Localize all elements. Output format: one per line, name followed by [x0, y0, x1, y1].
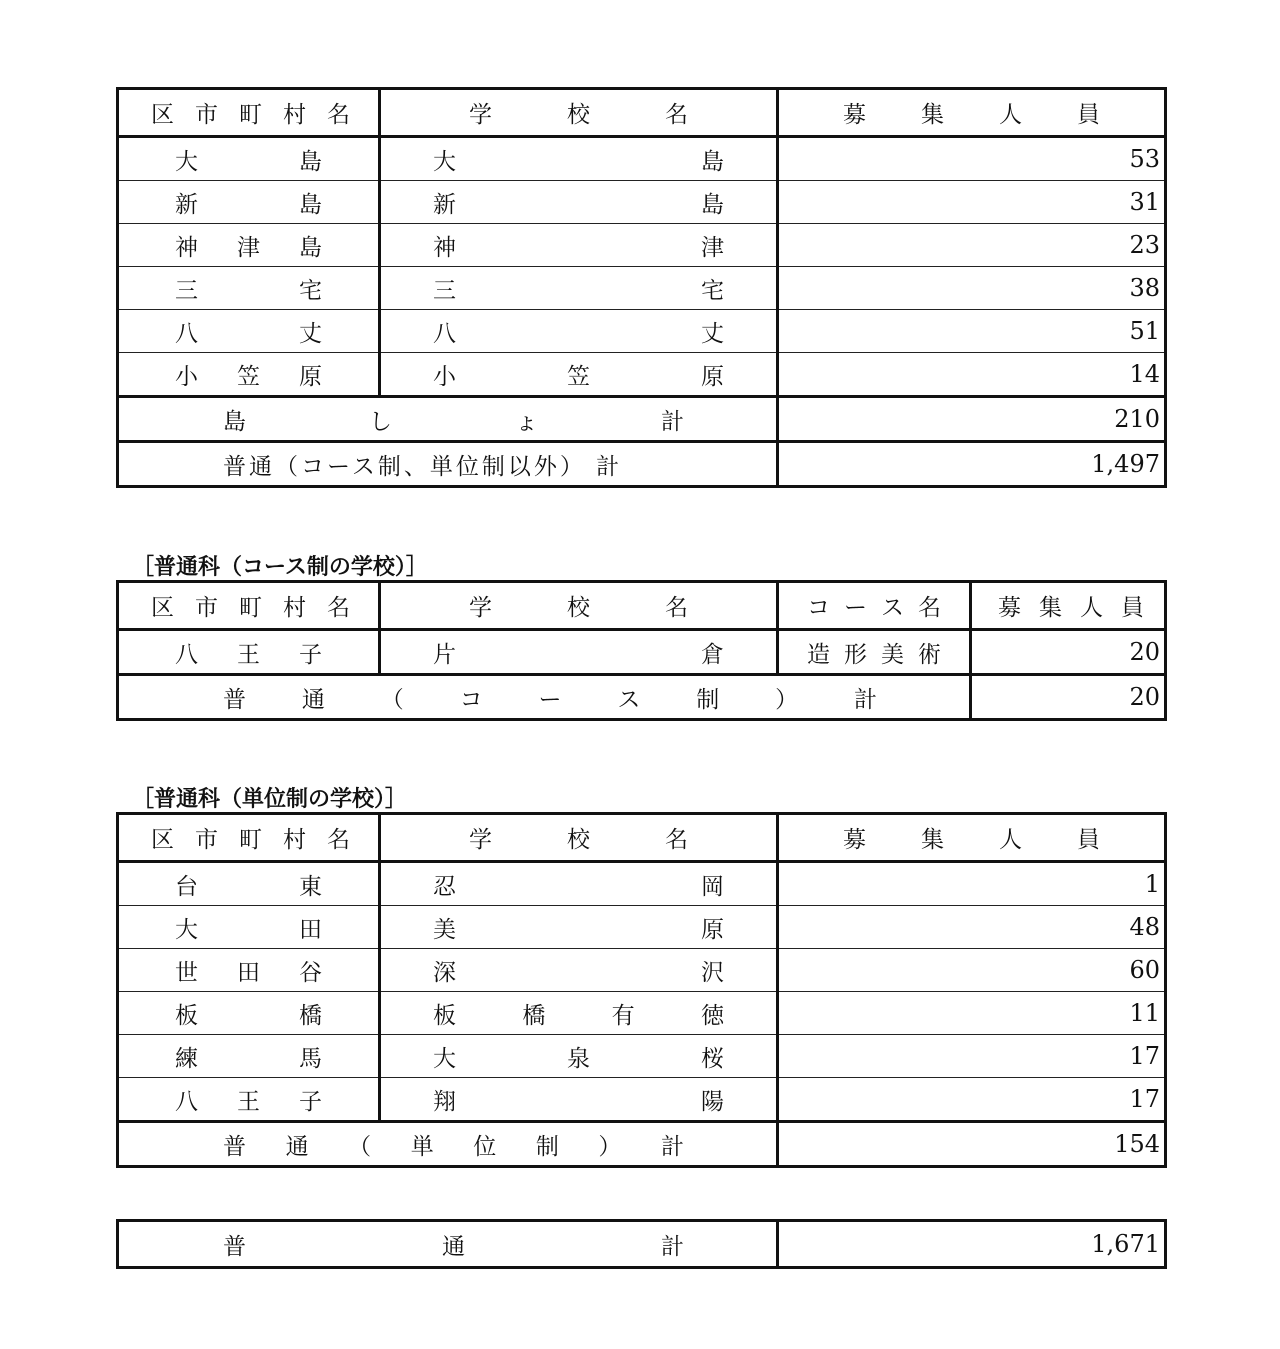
municipality-cell	[125, 1083, 372, 1116]
count-cell: 14	[778, 353, 1166, 397]
char: 大	[175, 916, 198, 943]
municipality-cell	[125, 911, 372, 944]
table-row	[118, 310, 1166, 353]
char: 人	[1080, 595, 1103, 621]
char: 笠	[237, 363, 260, 390]
subtotal-label	[125, 403, 770, 436]
char: 原	[701, 916, 724, 943]
char: 普	[223, 1233, 246, 1260]
municipality-cell	[125, 272, 372, 305]
char: 村	[283, 595, 306, 621]
count-cell: 51	[778, 310, 1166, 353]
char: 板	[175, 1002, 198, 1029]
char: 忍	[433, 873, 456, 900]
char: 員	[1077, 102, 1100, 128]
char: 笠	[567, 363, 590, 390]
school-cell	[387, 636, 770, 669]
char: 集	[921, 102, 944, 128]
total-row	[118, 442, 1166, 487]
table-row	[118, 353, 1166, 397]
char: 津	[701, 234, 724, 261]
char: 丈	[299, 320, 322, 347]
char: 学	[469, 102, 492, 128]
char: 片	[433, 641, 456, 668]
char: 原	[299, 363, 322, 390]
char: コ	[807, 595, 830, 621]
char: 子	[299, 641, 322, 668]
course-total-row	[118, 675, 1166, 720]
total-label: 普通（コース制、単位制以外） 計	[223, 453, 623, 480]
char: （	[380, 686, 404, 713]
municipality-cell	[125, 1040, 372, 1073]
municipality-cell	[125, 143, 372, 176]
municipality-cell	[125, 636, 372, 669]
char: 学	[469, 595, 492, 621]
grand-total-count: 1,671	[778, 1221, 1166, 1268]
course-table	[116, 580, 1167, 721]
char: ）	[775, 686, 799, 713]
char: コ	[459, 686, 483, 713]
char: 村	[283, 102, 306, 128]
table-row	[118, 949, 1166, 992]
char: 集	[1039, 595, 1062, 621]
header-school	[387, 821, 770, 854]
header-count	[785, 96, 1158, 129]
char: 板	[433, 1002, 456, 1029]
char: 八	[433, 320, 456, 347]
char: 通	[442, 1233, 465, 1260]
count-cell: 31	[778, 181, 1166, 224]
char: 校	[567, 595, 590, 621]
char: 通	[301, 686, 325, 713]
char: 翔	[433, 1088, 456, 1115]
char: 王	[237, 641, 260, 668]
count-cell: 48	[778, 906, 1166, 949]
char: ）	[598, 1133, 622, 1160]
subtotal-count: 210	[778, 397, 1166, 442]
school-cell	[387, 997, 770, 1030]
table-row	[118, 224, 1166, 267]
char: 村	[283, 827, 306, 853]
char: 丈	[701, 320, 724, 347]
credit-rows	[118, 862, 1166, 1122]
table-row	[118, 992, 1166, 1035]
section-title-course: ［普通科（コース制の学校）］	[132, 555, 428, 580]
char: 小	[433, 363, 456, 390]
char: 募	[843, 827, 866, 853]
header-school	[387, 96, 770, 129]
char: 島	[299, 234, 322, 261]
char: 人	[999, 827, 1022, 853]
islands-rows	[118, 137, 1166, 397]
header-municipality	[125, 821, 372, 854]
char: 八	[175, 641, 198, 668]
char: 深	[433, 959, 456, 986]
char: 王	[237, 1088, 260, 1115]
char: 町	[239, 102, 262, 128]
char: ー	[844, 595, 867, 621]
header-count	[978, 589, 1158, 622]
school-cell	[387, 143, 770, 176]
char: 校	[567, 102, 590, 128]
char: ス	[617, 686, 641, 713]
grand-total-row	[118, 1221, 1166, 1268]
char: 制	[535, 1133, 559, 1160]
header-municipality	[125, 96, 372, 129]
char: 宅	[299, 277, 322, 304]
char: 員	[1121, 595, 1144, 621]
char: 新	[433, 191, 456, 218]
count-cell: 20	[971, 630, 1166, 675]
char: 学	[469, 827, 492, 853]
char: 名	[665, 595, 688, 621]
char: 計	[661, 1233, 684, 1260]
course-total-label	[125, 681, 963, 714]
municipality-cell	[125, 229, 372, 262]
char: 制	[696, 686, 720, 713]
char: 造	[807, 641, 830, 668]
char: 名	[918, 595, 941, 621]
char: 区	[151, 827, 174, 853]
table-row	[118, 862, 1166, 906]
char: 沢	[701, 959, 724, 986]
count-cell: 23	[778, 224, 1166, 267]
char: 市	[195, 595, 218, 621]
course-total-count: 20	[971, 675, 1166, 720]
municipality-cell	[125, 954, 372, 987]
municipality-cell	[125, 997, 372, 1030]
char: （	[348, 1133, 372, 1160]
school-cell	[387, 272, 770, 305]
char: 員	[1077, 827, 1100, 853]
table-header-row	[118, 814, 1166, 862]
count-cell: 53	[778, 137, 1166, 181]
char: 単	[410, 1133, 434, 1160]
char: 募	[998, 595, 1021, 621]
char: 普	[223, 1133, 246, 1160]
header-count	[785, 821, 1158, 854]
char: 島	[299, 191, 322, 218]
municipality-cell	[125, 315, 372, 348]
table-row	[118, 630, 1166, 675]
char: 市	[195, 102, 218, 128]
char: 普	[223, 686, 246, 713]
char: 三	[433, 277, 456, 304]
char: 練	[175, 1045, 198, 1072]
credit-total-count: 154	[778, 1122, 1166, 1167]
char: 原	[701, 363, 724, 390]
char: ー	[538, 686, 562, 713]
municipality-cell	[125, 868, 372, 901]
char: 島	[299, 148, 322, 175]
char: 新	[175, 191, 198, 218]
char: 名	[665, 827, 688, 853]
char: 島	[223, 408, 246, 435]
char: 大	[433, 148, 456, 175]
char: 名	[665, 102, 688, 128]
char: 人	[999, 102, 1022, 128]
char: 島	[701, 148, 724, 175]
char: 通	[285, 1133, 309, 1160]
char: 大	[175, 148, 198, 175]
char: し	[369, 408, 392, 435]
school-cell	[387, 911, 770, 944]
char: 泉	[567, 1045, 590, 1072]
count-cell: 11	[778, 992, 1166, 1035]
subtotal-row	[118, 397, 1166, 442]
count-cell: 17	[778, 1078, 1166, 1122]
count-cell: 60	[778, 949, 1166, 992]
char: 美	[881, 641, 904, 668]
course-rows	[118, 630, 1166, 675]
char: 名	[327, 595, 350, 621]
count-cell: 17	[778, 1035, 1166, 1078]
table-header-row	[118, 582, 1166, 630]
count-cell: 38	[778, 267, 1166, 310]
char: 陽	[701, 1088, 724, 1115]
char: 島	[701, 191, 724, 218]
char: ス	[881, 595, 904, 621]
char: 集	[921, 827, 944, 853]
table-row	[118, 906, 1166, 949]
char: 美	[433, 916, 456, 943]
char: 市	[195, 827, 218, 853]
school-cell	[387, 358, 770, 391]
char: 小	[175, 363, 198, 390]
section-title-credit: ［普通科（単位制の学校）］	[132, 787, 408, 812]
char: 有	[611, 1002, 635, 1029]
char: 橋	[299, 1002, 322, 1029]
total-count: 1,497	[778, 442, 1166, 487]
school-cell	[387, 229, 770, 262]
char: 田	[299, 916, 322, 943]
char: 名	[327, 827, 350, 853]
credit-total-row	[118, 1122, 1166, 1167]
school-cell	[387, 868, 770, 901]
header-school	[387, 589, 770, 622]
header-municipality	[125, 589, 372, 622]
char: 倉	[701, 641, 724, 668]
credit-table	[116, 812, 1167, 1168]
school-cell	[387, 1083, 770, 1116]
table-row	[118, 181, 1166, 224]
char: 子	[299, 1088, 322, 1115]
municipality-cell	[125, 358, 372, 391]
char: 宅	[701, 277, 724, 304]
char: 名	[327, 102, 350, 128]
table-row	[118, 1035, 1166, 1078]
table-row	[118, 137, 1166, 181]
school-cell	[387, 954, 770, 987]
table-row	[118, 1078, 1166, 1122]
char: 馬	[299, 1045, 322, 1072]
count-cell: 1	[778, 862, 1166, 906]
grand-total-table	[116, 1219, 1167, 1269]
char: 谷	[299, 959, 322, 986]
char: 校	[567, 827, 590, 853]
municipality-cell	[125, 186, 372, 219]
char: 町	[239, 827, 262, 853]
char: 区	[151, 595, 174, 621]
char: 計	[660, 1133, 684, 1160]
char: 東	[299, 873, 322, 900]
grand-total-label	[125, 1228, 770, 1261]
char: 計	[854, 686, 877, 713]
course-cell	[785, 636, 963, 669]
table-row	[118, 267, 1166, 310]
char: 神	[433, 234, 456, 261]
char: ょ	[515, 408, 538, 435]
credit-total-label	[125, 1128, 770, 1161]
school-cell	[387, 1040, 770, 1073]
char: 町	[239, 595, 262, 621]
char: 岡	[701, 873, 724, 900]
char: 田	[237, 959, 260, 986]
char: 八	[175, 1088, 198, 1115]
char: 計	[661, 408, 684, 435]
char: 位	[473, 1133, 497, 1160]
char: 三	[175, 277, 198, 304]
char: 募	[843, 102, 866, 128]
header-course	[785, 589, 963, 622]
char: 区	[151, 102, 174, 128]
char: 台	[175, 873, 198, 900]
school-cell	[387, 186, 770, 219]
char: 徳	[700, 1002, 724, 1029]
char: 津	[237, 234, 260, 261]
table-header-row	[118, 89, 1166, 137]
char: 桜	[701, 1045, 724, 1072]
char: 大	[433, 1045, 456, 1072]
char: 神	[175, 234, 198, 261]
char: 八	[175, 320, 198, 347]
islands-table	[116, 87, 1167, 488]
char: 橋	[522, 1002, 546, 1029]
char: 世	[175, 959, 198, 986]
char: 形	[844, 641, 867, 668]
char: 術	[918, 641, 941, 668]
school-cell	[387, 315, 770, 348]
